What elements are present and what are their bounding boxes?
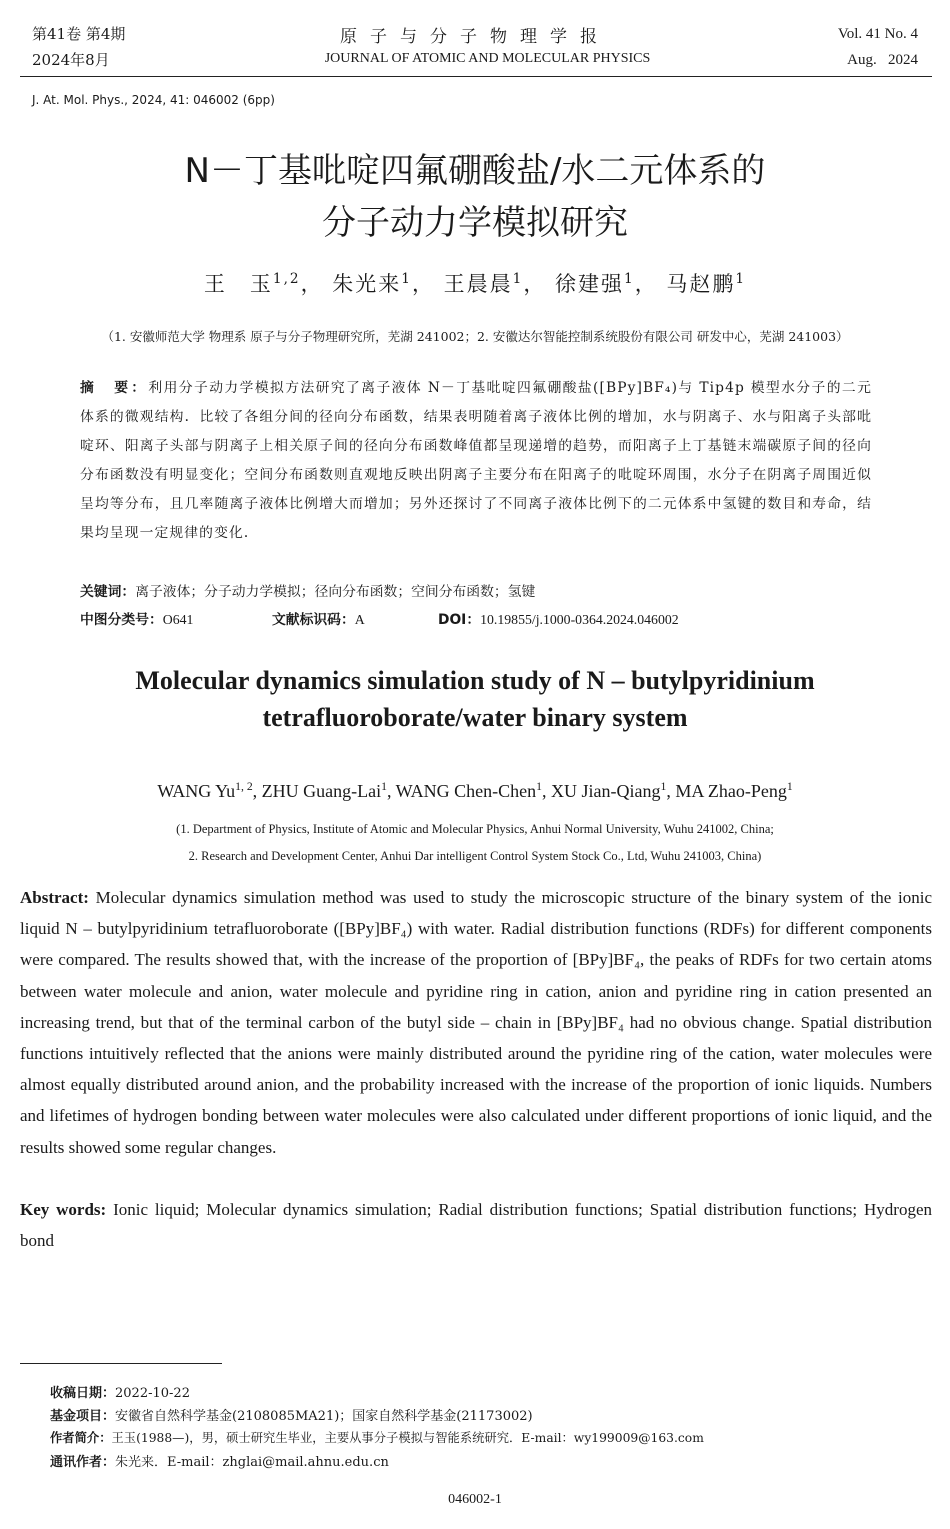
author-en: ZHU Guang-Lai	[261, 781, 382, 801]
abstract-en-label: Abstract:	[20, 888, 89, 907]
author-sup: 1	[624, 271, 635, 287]
author-cn: 徐建强	[555, 272, 625, 296]
date-cn: 2024年8月	[32, 51, 110, 69]
footnote-text: 安徽省自然科学基金(2108085MA21)；国家自然科学基金(21173002)	[115, 1409, 533, 1424]
author-sup: 1	[381, 780, 387, 793]
affiliation-cn: （1. 安徽师范大学 物理系 原子与分子物理研究所，芜湖 241002；2. 安徽达尔智能控制系统股份有限公司 研发中心，芜湖 241003）	[101, 329, 849, 344]
journal-name-en: JOURNAL OF ATOMIC AND MOLECULAR PHYSICS	[324, 51, 651, 66]
doc-label: 文献标识码：	[272, 612, 355, 628]
author-sup: 1	[512, 271, 524, 287]
date-en: Aug. 2024	[847, 52, 918, 68]
page-number: 046002-1	[448, 1492, 502, 1507]
affiliation-en-line2: 2. Research and Development Center, Anhui Dar intelligent Control System Stock Co., Ltd, Wuhu 241003, China)	[188, 849, 762, 863]
doc-value: A	[354, 612, 365, 627]
footnote-text: 王玉(1988—)，男，硕士研究生毕业，主要从事分子模拟与智能系统研究．E-mail：wy199009@163.com	[111, 1431, 704, 1445]
title-cn-line1: N－丁基吡啶四氟硼酸盐/水二元体系的	[184, 151, 766, 191]
affiliation-en-line1: (1. Department of Physics, Institute of Atomic and Molecular Physics, Anhui Normal University, Wuhu 241002, China;	[176, 822, 774, 836]
abstract-cn-label: 摘 要：	[80, 380, 149, 396]
keywords-en	[20, 1194, 932, 1256]
author-sup: 1	[660, 780, 667, 793]
author-cn: 朱光来	[332, 272, 402, 296]
footnote-author-bio	[50, 1428, 704, 1446]
author-sup: 1, 2	[235, 780, 253, 793]
abstract-cn	[80, 374, 872, 548]
authors-cn: 王 玉$^{1,2}$， 朱光来$^1$， 王晨晨$^1$， 徐建强$^1$， 马赵鹏$^1$	[203, 271, 747, 296]
doi	[438, 608, 679, 628]
keywords-en-text: Ionic liquid; Molecular dynamics simulation; Radial distribution functions; Spatial distribution functions; Hydrogen bond	[20, 1200, 933, 1251]
footnote-label: 基金项目：	[50, 1409, 116, 1424]
footnote-funding	[50, 1405, 533, 1424]
footnote-text: 朱光来．E-mail：zhglai@mail.ahnu.edu.cn	[115, 1455, 389, 1470]
keywords-cn-text: 离子液体；分子动力学模拟；径向分布函数；空间分布函数；氢键	[135, 584, 536, 600]
abstract-en	[20, 882, 932, 1163]
doi-value: 10.19855/j.1000-0364.2024.046002	[480, 612, 679, 627]
author-en: WANG Chen-Chen	[395, 781, 537, 801]
volume-en: Vol. 41 No. 4	[837, 26, 918, 42]
footnote-label: 收稿日期：	[50, 1386, 116, 1401]
author-en: XU Jian-Qiang	[551, 781, 661, 801]
author-cn: 王 玉	[203, 272, 273, 296]
abstract-cn-text: 利用分子动力学模拟方法研究了离子液体 N－丁基吡啶四氟硼酸盐([BPy]BF₄)与 Tip4p 模型水分子的二元体系的微观结构．比较了各组分间的径向分布函数，结果表明随着离子液体比例的增加，水与阴离子、水与阳离子头部吡啶环、阳离子头部与阴离子上相关原子间的径向分布函数峰值都呈现递增的趋势，而阳离子上丁基链末端碳原子间的径向分布函数没有明显变化；空间分布函数则直观地反映出阴离子主要分布在阳离子的吡啶环周围，水分子在阴离子周围近似呈均等分布，且几率随离子液体比例增大而增加；另外还探讨了不同离子液体比例下的二元体系中氢键的数目和寿命，结果均呈现一定规律的变化．	[80, 380, 873, 541]
title-en-line2: tetrafluoroborate/water binary system	[262, 703, 688, 732]
author-en: WANG Yu	[157, 781, 236, 801]
keywords-cn-label: 关键词：	[80, 584, 136, 600]
keywords-en-label: Key words:	[20, 1200, 107, 1219]
title-en-line1: Molecular dynamics simulation study of N – butylpyridinium	[135, 666, 815, 695]
footnote-corresponding	[50, 1451, 389, 1470]
title-cn-line2: 分子动力学模拟研究	[322, 203, 628, 243]
footnote-label: 通讯作者：	[50, 1455, 116, 1470]
keywords-cn	[80, 580, 535, 600]
author-sup: 1	[786, 780, 793, 793]
author-sup: 1,2	[272, 271, 301, 287]
classification-line	[80, 608, 193, 628]
header-rule	[20, 76, 932, 77]
abstract-en-text: Molecular dynamics simulation method was used to study the microscopic structure of the binary system of the ionic liquid N – butylpyridinium tetrafluoroborate ([BPy]BF₄) with water. Radial distribution functions (RDFs) for different components were compared. The results showed that, with the increase of the proportion of [BPy]BF₄, the peaks of RDFs for two certain atoms between water molecule and anion, water molecule and pyridine ring in cation, anion and pyridine ring in cation presented an increasing trend, but that of the terminal carbon of the butyl side – chain in [BPy]BF₄ had no obvious change. Spatial distribution functions intuitively reflected that the anions were mainly distributed around the pyridine ring of the cation, water molecules were almost equally distributed around anion, and the probability increased with the increase of the proportion of ionic liquids. Numbers and lifetimes of hydrogen bonding between water molecules were also calculated under different proportions of ionic liquid, and the results showed some regular changes.	[20, 888, 932, 1157]
footnote-text: 2022-10-22	[115, 1386, 190, 1401]
footnote-label: 作者简介：	[50, 1431, 112, 1445]
clc-value: O641	[162, 612, 194, 627]
author-sup: 1	[735, 271, 747, 287]
footnote-rule	[20, 1363, 222, 1364]
author-sup: 1	[401, 271, 412, 287]
author-cn: 王晨晨	[443, 272, 513, 296]
footnote-received	[50, 1382, 190, 1401]
clc-label: 中图分类号：	[80, 612, 163, 628]
citation: J. At. Mol. Phys., 2024, 41: 046002 (6pp)	[32, 93, 275, 107]
journal-name-cn: 原子与分子物理学报	[340, 27, 610, 47]
doc-code	[272, 608, 365, 628]
doi-label: DOI：	[438, 612, 481, 628]
author-cn: 马赵鹏	[666, 272, 736, 296]
author-en: MA Zhao-Peng	[675, 781, 787, 801]
issue-cn: 第41卷 第4期	[32, 25, 126, 43]
authors-en: WANG Yu$^{1, 2}$, ZHU Guang-Lai$^1$, WANG Chen-Chen$^1$, XU Jian-Qiang$^1$, MA Zhao-Peng$^1$	[157, 780, 793, 801]
author-sup: 1	[536, 780, 542, 793]
